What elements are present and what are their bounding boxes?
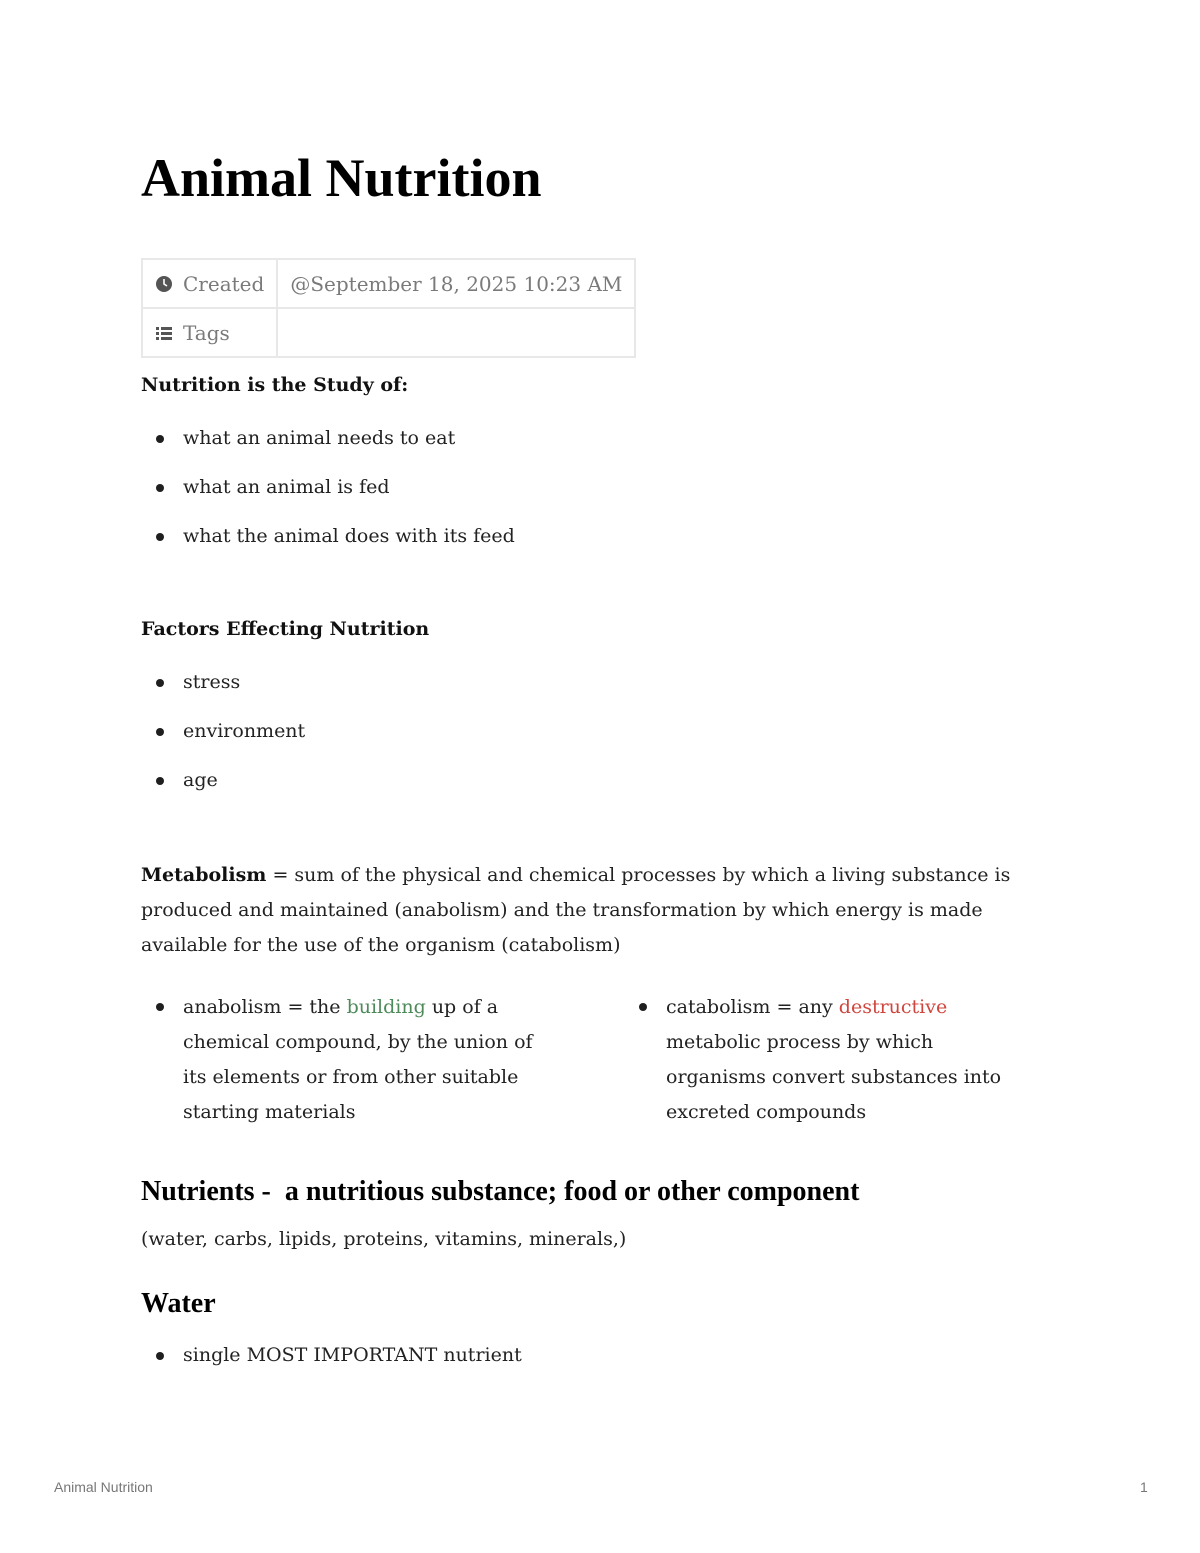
property-row-created [142,259,635,308]
anabolism-text-rest: up of a chemical compound, by the union of its elements or from other suitable starting materials [183,996,533,1123]
water-heading: Water [141,1288,216,1319]
metabolism-definition: = sum of the physical and chemical processes by which a living substance is produced and maintained (anabolism) and the transformation by which energy is made available for the use of the organism (catabolism) [141,864,1011,956]
list-item: single MOST IMPORTANT nutrient [141,1343,522,1392]
list-item [141,990,541,1130]
anabolism-column [141,990,541,1130]
metabolism-paragraph [141,858,1051,963]
clock-icon [155,275,173,293]
list-item: what an animal is fed [141,475,515,524]
anabolism-text: anabolism = the [183,996,347,1018]
list-icon [155,324,173,342]
catabolism-text-rest: metabolic process by which organisms convert substances into excreted compounds [666,1031,1002,1123]
properties-table [141,258,636,358]
nutrients-list: (water, carbs, lipids, proteins, vitamins, minerals,) [141,1228,627,1250]
property-key [142,308,277,357]
property-key [142,259,277,308]
property-label: Created [183,271,265,296]
catabolism-text: catabolism = any [666,996,839,1018]
list-item: what an animal needs to eat [141,426,515,475]
footer-title: Animal Nutrition [54,1479,153,1495]
factors-list [141,670,305,817]
property-value[interactable] [277,308,635,357]
property-row-tags [142,308,635,357]
water-list [141,1343,522,1392]
catabolism-column [624,990,1024,1130]
building-highlight: building [346,996,426,1018]
list-item [624,990,1024,1130]
list-item: stress [141,670,305,719]
property-value[interactable]: @September 18, 2025 10:23 AM [277,259,635,308]
list-item: age [141,768,305,817]
list-item: environment [141,719,305,768]
list-item: what the animal does with its feed [141,524,515,573]
property-label: Tags [183,320,230,345]
metabolism-term: Metabolism [141,864,267,886]
study-list [141,426,515,573]
study-heading: Nutrition is the Study of: [141,374,409,396]
page-title: Animal Nutrition [141,148,542,208]
page-number: 1 [1140,1479,1148,1495]
destructive-highlight: destructive [838,996,948,1018]
factors-heading: Factors Effecting Nutrition [141,618,430,640]
nutrients-heading: Nutrients - a nutritious substance; food or other component [141,1176,860,1207]
